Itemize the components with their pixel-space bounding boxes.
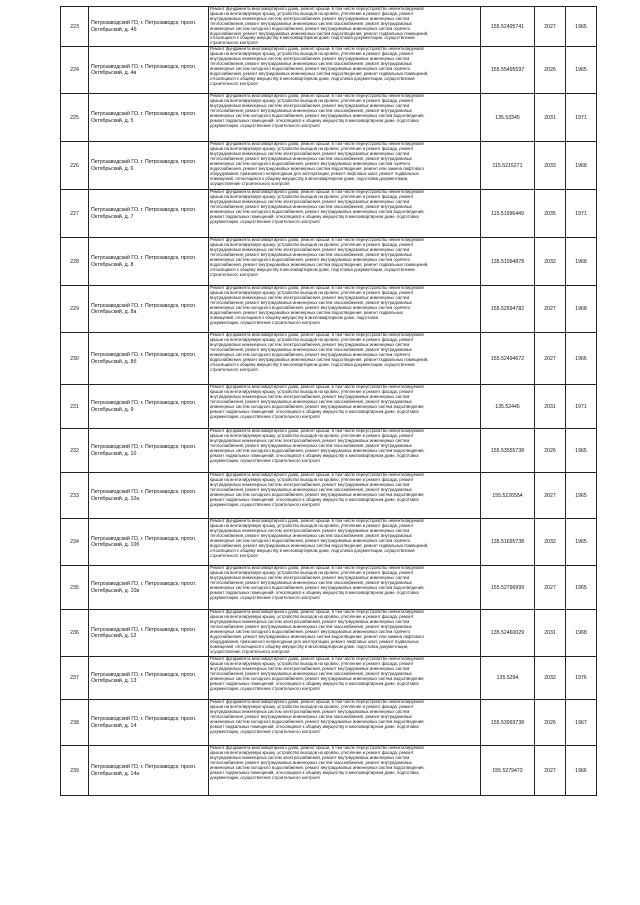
cadastral-number-cell: 155.5226554 xyxy=(481,473,535,519)
cadastral-number-cell: 135.5294 xyxy=(481,657,535,700)
address-cell: Петрозаводский ГО, г. Петрозаводск, просп. Октябрьский, д. 4б xyxy=(89,7,209,47)
row-number: 235 xyxy=(61,566,89,610)
address-cell: Петрозаводский ГО, г. Петрозаводск, просп. Октябрьский, д. 6 xyxy=(89,142,209,190)
address-cell: Петрозаводский ГО, г. Петрозаводск, просп. Октябрьский, д. 14а xyxy=(89,746,209,796)
table-row xyxy=(61,519,597,566)
cadastral-number-cell: 135.51994878 xyxy=(481,238,535,286)
cadastral-number-cell: 155.53993738 xyxy=(481,700,535,746)
row-number: 226 xyxy=(61,142,89,190)
planned-year-cell: 2026 xyxy=(535,47,566,94)
row-number: 225 xyxy=(61,94,89,142)
address-cell: Петрозаводский ГО, г. Петрозаводск, просп. Октябрьский, д. 5 xyxy=(89,94,209,142)
row-number: 232 xyxy=(61,429,89,473)
table-row xyxy=(61,238,597,286)
row-number: 238 xyxy=(61,700,89,746)
cadastral-number-cell: 155.52694782 xyxy=(481,286,535,333)
cadastral-number-cell: 155.5279473 xyxy=(481,746,535,796)
planned-year-cell: 2031 xyxy=(535,610,566,657)
planned-year-cell: 2027 xyxy=(535,7,566,47)
address-cell: Петрозаводский ГО, г. Петрозаводск, просп. Октябрьский, д. 8 xyxy=(89,238,209,286)
table-row xyxy=(61,94,597,142)
cadastral-number-cell: 135.51695738 xyxy=(481,519,535,566)
row-number: 234 xyxy=(61,519,89,566)
planned-year-cell: 2026 xyxy=(535,429,566,473)
row-number: 230 xyxy=(61,333,89,385)
build-year-cell: 1965 xyxy=(566,47,597,94)
cadastral-number-cell: 135.52460029 xyxy=(481,610,535,657)
works-cell: Ремонт фундамента многоквартирного дома, ремонт крыши, в том числе переустройство невентилируемой крыши на вентилируемую крышу, устройство выходов на кровлю, утепление и ремонт фасада, ремонт внутридомовых инженерных систем электроснабжения, ремонт внутридомовых инженерных систем теплоснабжения, ремонт внутридомовых инженерных систем газоснабжения, ремонт внутридомовых инженерных систем холодного водоснабжения, ремонт внутридомовых инженерных систем горячего водоснабжения, ремонт внутридомовых инженерных систем водоотведения, ремонт подвальных помещений, относящихся к общему имуществу в многоквартирном доме, подготовка документации, осуществление строительного контроля xyxy=(209,519,481,566)
table-row xyxy=(61,746,597,796)
build-year-cell: 1976 xyxy=(566,657,597,700)
address-cell: Петрозаводский ГО, г. Петрозаводск, просп. Октябрьский, д. 4в xyxy=(89,47,209,94)
table-row xyxy=(61,7,597,47)
address-cell: Петрозаводский ГО, г. Петрозаводск, просп. Октябрьский, д. 7 xyxy=(89,190,209,238)
table-row xyxy=(61,190,597,238)
works-cell: Ремонт фундамента многоквартирного дома, ремонт крыши, в том числе переустройство невентилируемой крыши на вентилируемую крышу, устройство выходов на кровлю, утепление и ремонт фасада, ремонт внутридомовых инженерных систем электроснабжения, ремонт внутридомовых инженерных систем теплоснабжения, ремонт внутридомовых инженерных систем газоснабжения, ремонт внутридомовых инженерных систем холодного водоснабжения, ремонт внутридомовых инженерных систем водоотведения, ремонт подвальных помещений, относящихся к общему имуществу в многоквартирном доме, подготовка документации, осуществление строительного контроля xyxy=(209,700,481,746)
address-cell: Петрозаводский ГО, г. Петрозаводск, просп. Октябрьский, д. 10а xyxy=(89,473,209,519)
planned-year-cell: 2027 xyxy=(535,566,566,610)
planned-year-cell: 2032 xyxy=(535,238,566,286)
repair-program-table xyxy=(60,6,597,796)
works-cell: Ремонт фундамента многоквартирного дома, ремонт крыши, в том числе переустройство невентилируемой крыши на вентилируемую крышу, устройство выходов на кровлю, утепление и ремонт фасада, ремонт внутридомовых инженерных систем электроснабжения, ремонт внутридомовых инженерных систем теплоснабжения, ремонт внутридомовых инженерных систем газоснабжения, ремонт внутридомовых инженерных систем холодного водоснабжения, ремонт внутридомовых инженерных систем водоотведения, ремонт подвальных помещений, относящихся к общему имуществу в многоквартирном доме, подготовка документации, осуществление строительного контроля xyxy=(209,566,481,610)
cadastral-number-cell: 155.52495741 xyxy=(481,7,535,47)
build-year-cell: 1968 xyxy=(566,286,597,333)
build-year-cell: 1968 xyxy=(566,142,597,190)
cadastral-number-cell: 155.53555738 xyxy=(481,429,535,473)
works-cell: Ремонт фундамента многоквартирного дома, ремонт крыши, в том числе переустройство невентилируемой крыши на вентилируемую крышу, устройство выходов на кровлю, утепление и ремонт фасада, ремонт внутридомовых инженерных систем электроснабжения, ремонт внутридомовых инженерных систем теплоснабжения, ремонт внутридомовых инженерных систем газоснабжения, ремонт внутридомовых инженерных систем холодного водоснабжения, ремонт внутридомовых инженерных систем горячего водоснабжения, ремонт внутридомовых инженерных систем водоотведения, ремонт подвальных помещений, относящихся к общему имуществу в многоквартирном доме, подготовка документации, осуществление строительного контроля xyxy=(209,7,481,47)
planned-year-cell: 2033 xyxy=(535,142,566,190)
build-year-cell: 1971 xyxy=(566,94,597,142)
works-cell: Ремонт фундамента многоквартирного дома, ремонт крыши, в том числе переустройство невентилируемой крыши на вентилируемую крышу, устройство выходов на кровлю, утепление и ремонт фасада, ремонт внутридомовых инженерных систем электроснабжения, ремонт внутридомовых инженерных систем теплоснабжения, ремонт внутридомовых инженерных систем газоснабжения, ремонт внутридомовых инженерных систем холодного водоснабжения, ремонт внутридомовых инженерных систем водоотведения, ремонт подвальных помещений, относящихся к общему имуществу в многоквартирном доме, подготовка документации, осуществление строительного контроля xyxy=(209,190,481,238)
row-number: 237 xyxy=(61,657,89,700)
build-year-cell: 1965 xyxy=(566,566,597,610)
row-number: 231 xyxy=(61,385,89,429)
address-cell: Петрозаводский ГО, г. Петрозаводск, просп. Октябрьский, д. 14 xyxy=(89,700,209,746)
table-row xyxy=(61,385,597,429)
address-cell: Петрозаводский ГО, г. Петрозаводск, просп. Октябрьский, д. 10б xyxy=(89,519,209,566)
works-cell: Ремонт фундамента многоквартирного дома, ремонт крыши, в том числе переустройство невентилируемой крыши на вентилируемую крышу, устройство выходов на кровлю, утепление и ремонт фасада, ремонт внутридомовых инженерных систем электроснабжения, ремонт внутридомовых инженерных систем теплоснабжения, ремонт внутридомовых инженерных систем газоснабжения, ремонт внутридомовых инженерных систем холодного водоснабжения, ремонт внутридомовых инженерных систем водоотведения, ремонт подвальных помещений, относящихся к общему имуществу в многоквартирном доме, подготовка документации, осуществление строительного контроля xyxy=(209,385,481,429)
table-row xyxy=(61,47,597,94)
build-year-cell: 1965 xyxy=(566,7,597,47)
build-year-cell: 1968 xyxy=(566,610,597,657)
build-year-cell: 1965 xyxy=(566,519,597,566)
works-cell: Ремонт фундамента многоквартирного дома, ремонт крыши, в том числе переустройство невентилируемой крыши на вентилируемую крышу, устройство выходов на кровлю, утепление и ремонт фасада, ремонт внутридомовых инженерных систем электроснабжения, ремонт внутридомовых инженерных систем теплоснабжения, ремонт внутридомовых инженерных систем газоснабжения, ремонт внутридомовых инженерных систем холодного водоснабжения, ремонт внутридомовых инженерных систем водоотведения, ремонт подвальных помещений, относящихся к общему имуществу в многоквартирном доме, подготовка документации, осуществление строительного контроля xyxy=(209,429,481,473)
planned-year-cell: 2031 xyxy=(535,385,566,429)
address-cell: Петрозаводский ГО, г. Петрозаводск, просп. Октябрьский, д. 13 xyxy=(89,657,209,700)
address-cell: Петрозаводский ГО, г. Петрозаводск, просп. Октябрьский, д. 10 xyxy=(89,429,209,473)
document-page xyxy=(60,6,596,796)
works-cell: Ремонт фундамента многоквартирного дома, ремонт крыши, в том числе переустройство невентилируемой крыши на вентилируемую крышу, устройство выходов на кровлю, утепление и ремонт фасада, ремонт внутридомовых инженерных систем электроснабжения, ремонт внутридомовых инженерных систем теплоснабжения, ремонт внутридомовых инженерных систем газоснабжения, ремонт внутридомовых инженерных систем холодного водоснабжения, ремонт внутридомовых инженерных систем горячего водоснабжения, ремонт внутридомовых инженерных систем водоотведения, ремонт подвальных помещений, относящихся к общему имуществу в многоквартирном доме, подготовка документации, осуществление строительного контроля xyxy=(209,333,481,385)
row-number: 236 xyxy=(61,610,89,657)
table-row xyxy=(61,657,597,700)
build-year-cell: 1966 xyxy=(566,746,597,796)
build-year-cell: 1965 xyxy=(566,429,597,473)
address-cell: Петрозаводский ГО, г. Петрозаводск, просп. Октябрьский, д. 12 xyxy=(89,610,209,657)
cadastral-number-cell: 155.52494672 xyxy=(481,333,535,385)
works-cell: Ремонт фундамента многоквартирного дома, ремонт крыши, в том числе переустройство невентилируемой крыши на вентилируемую крышу, устройство выходов на кровлю, утепление и ремонт фасада, ремонт внутридомовых инженерных систем электроснабжения, ремонт внутридомовых инженерных систем теплоснабжения, ремонт внутридомовых инженерных систем газоснабжения, ремонт внутридомовых инженерных систем холодного водоснабжения, ремонт внутридомовых инженерных систем горячего водоснабжения, ремонт внутридомовых инженерных систем водоотведения, ремонт подвальных помещений, относящихся к общему имуществу в многоквартирном доме, подготовка документации, осуществление строительного контроля xyxy=(209,238,481,286)
planned-year-cell: 2032 xyxy=(535,657,566,700)
table-row xyxy=(61,429,597,473)
address-cell: Петрозаводский ГО, г. Петрозаводск, просп. Октябрьский, д. 8а xyxy=(89,286,209,333)
address-cell: Петрозаводский ГО, г. Петрозаводск, просп. Октябрьский, д. 10в xyxy=(89,566,209,610)
cadastral-number-cell: 155.55495597 xyxy=(481,47,535,94)
planned-year-cell: 2026 xyxy=(535,700,566,746)
works-cell: Ремонт фундамента многоквартирного дома, ремонт крыши, в том числе переустройство невентилируемой крыши на вентилируемую крышу, устройство выходов на кровлю, утепление и ремонт фасада, ремонт внутридомовых инженерных систем электроснабжения, ремонт внутридомовых инженерных систем теплоснабжения, ремонт внутридомовых инженерных систем газоснабжения, ремонт внутридомовых инженерных систем холодного водоснабжения, ремонт внутридомовых инженерных систем водоотведения, ремонт подвальных помещений, относящихся к общему имуществу в многоквартирном доме, подготовка документации, осуществление строительного контроля xyxy=(209,657,481,700)
cadastral-number-cell: 115.51996449 xyxy=(481,190,535,238)
table-row xyxy=(61,566,597,610)
row-number: 239 xyxy=(61,746,89,796)
planned-year-cell: 2027 xyxy=(535,746,566,796)
works-cell: Ремонт фундамента многоквартирного дома, ремонт крыши, в том числе переустройство невентилируемой крыши на вентилируемую крышу, устройство выходов на кровлю, утепление и ремонт фасада, ремонт внутридомовых инженерных систем электроснабжения, ремонт внутридомовых инженерных систем теплоснабжения, ремонт внутридомовых инженерных систем газоснабжения, ремонт внутридомовых инженерных систем холодного водоснабжения, ремонт внутридомовых инженерных систем горячего водоснабжения, ремонт внутридомовых инженерных систем водоотведения, ремонт подвальных помещений, относящихся к общему имуществу в многоквартирном доме, подготовка документации, осуществление строительного контроля xyxy=(209,47,481,94)
table-body xyxy=(61,7,597,796)
row-number: 233 xyxy=(61,473,89,519)
cadastral-number-cell: 115.5215271 xyxy=(481,142,535,190)
works-cell: Ремонт фундамента многоквартирного дома, ремонт крыши, в том числе переустройство невентилируемой крыши на вентилируемую крышу, устройство выходов на кровлю, утепление и ремонт фасада, ремонт внутридомовых инженерных систем электроснабжения, ремонт внутридомовых инженерных систем теплоснабжения, ремонт внутридомовых инженерных систем газоснабжения, ремонт внутридомовых инженерных систем холодного водоснабжения, ремонт внутридомовых инженерных систем водоотведения, ремонт подвальных помещений, относящихся к общему имуществу в многоквартирном доме, подготовка документации, осуществление строительного контроля xyxy=(209,746,481,796)
row-number: 228 xyxy=(61,238,89,286)
works-cell: Ремонт фундамента многоквартирного дома, ремонт крыши, в том числе переустройство невентилируемой крыши на вентилируемую крышу, устройство выходов на кровлю, утепление и ремонт фасада, ремонт внутридомовых инженерных систем электроснабжения, ремонт внутридомовых инженерных систем теплоснабжения, ремонт внутридомовых инженерных систем газоснабжения, ремонт внутридомовых инженерных систем холодного водоснабжения, ремонт внутридомовых инженерных систем горячего водоснабжения, ремонт внутридомовых инженерных систем водоотведения, ремонт или замена лифтового оборудования, признанного непригодным для эксплуатации, ремонт лифтовых шахт, ремонт подвальных помещений, относящихся к общему имуществу в многоквартирном доме, подготовка документации, осуществление строительного контроля xyxy=(209,142,481,190)
works-cell: Ремонт фундамента многоквартирного дома, ремонт крыши, в том числе переустройство невентилируемой крыши на вентилируемую крышу, устройство выходов на кровлю, утепление и ремонт фасада, ремонт внутридомовых инженерных систем электроснабжения, ремонт внутридомовых инженерных систем теплоснабжения, ремонт внутридомовых инженерных систем газоснабжения, ремонт внутридомовых инженерных систем холодного водоснабжения, ремонт внутридомовых инженерных систем горячего водоснабжения, ремонт внутридомовых инженерных систем водоотведения, ремонт или замена лифтового оборудования, признанного непригодным для эксплуатации, ремонт лифтовых шахт, ремонт подвальных помещений, относящихся к общему имуществу в многоквартирном доме, подготовка документации, осуществление строительного контроля xyxy=(209,610,481,657)
planned-year-cell: 2027 xyxy=(535,286,566,333)
row-number: 227 xyxy=(61,190,89,238)
table-row xyxy=(61,142,597,190)
build-year-cell: 1966 xyxy=(566,333,597,385)
planned-year-cell: 2027 xyxy=(535,473,566,519)
table-row xyxy=(61,286,597,333)
build-year-cell: 1971 xyxy=(566,190,597,238)
cadastral-number-cell: 135.52445 xyxy=(481,385,535,429)
works-cell: Ремонт фундамента многоквартирного дома, ремонт крыши, в том числе переустройство невентилируемой крыши на вентилируемую крышу, устройство выходов на кровлю, утепление и ремонт фасада, ремонт внутридомовых инженерных систем электроснабжения, ремонт внутридомовых инженерных систем теплоснабжения, ремонт внутридомовых инженерных систем газоснабжения, ремонт внутридомовых инженерных систем холодного водоснабжения, ремонт внутридомовых инженерных систем горячего водоснабжения, ремонт внутридомовых инженерных систем водоотведения, ремонт подвальных помещений, относящихся к общему имуществу в многоквартирном доме, подготовка документации, осуществление строительного контроля xyxy=(209,286,481,333)
planned-year-cell: 2031 xyxy=(535,94,566,142)
planned-year-cell: 2032 xyxy=(535,519,566,566)
row-number: 223 xyxy=(61,7,89,47)
build-year-cell: 1967 xyxy=(566,700,597,746)
cadastral-number-cell: 135.53345 xyxy=(481,94,535,142)
cadastral-number-cell: 155.52796999 xyxy=(481,566,535,610)
row-number: 224 xyxy=(61,47,89,94)
table-row xyxy=(61,333,597,385)
table-row xyxy=(61,700,597,746)
planned-year-cell: 2035 xyxy=(535,190,566,238)
table-row xyxy=(61,610,597,657)
build-year-cell: 1965 xyxy=(566,473,597,519)
address-cell: Петрозаводский ГО, г. Петрозаводск, просп. Октябрьский, д. 8б xyxy=(89,333,209,385)
table-row xyxy=(61,473,597,519)
planned-year-cell: 2027 xyxy=(535,333,566,385)
row-number: 229 xyxy=(61,286,89,333)
build-year-cell: 1968 xyxy=(566,238,597,286)
address-cell: Петрозаводский ГО, г. Петрозаводск, просп. Октябрьский, д. 9 xyxy=(89,385,209,429)
build-year-cell: 1971 xyxy=(566,385,597,429)
works-cell: Ремонт фундамента многоквартирного дома, ремонт крыши, в том числе переустройство невентилируемой крыши на вентилируемую крышу, устройство выходов на кровлю, утепление и ремонт фасада, ремонт внутридомовых инженерных систем электроснабжения, ремонт внутридомовых инженерных систем теплоснабжения, ремонт внутридомовых инженерных систем газоснабжения, ремонт внутридомовых инженерных систем холодного водоснабжения, ремонт внутридомовых инженерных систем водоотведения, ремонт подвальных помещений, относящихся к общему имуществу в многоквартирном доме, подготовка документации, осуществление строительного контроля xyxy=(209,473,481,519)
works-cell: Ремонт фундамента многоквартирного дома, ремонт крыши, в том числе переустройство невентилируемой крыши на вентилируемую крышу, устройство выходов на кровлю, утепление и ремонт фасада, ремонт внутридомовых инженерных систем электроснабжения, ремонт внутридомовых инженерных систем теплоснабжения, ремонт внутридомовых инженерных систем газоснабжения, ремонт внутридомовых инженерных систем холодного водоснабжения, ремонт внутридомовых инженерных систем водоотведения, ремонт подвальных помещений, относящихся к общему имуществу в многоквартирном доме, подготовка документации, осуществление строительного контроля xyxy=(209,94,481,142)
